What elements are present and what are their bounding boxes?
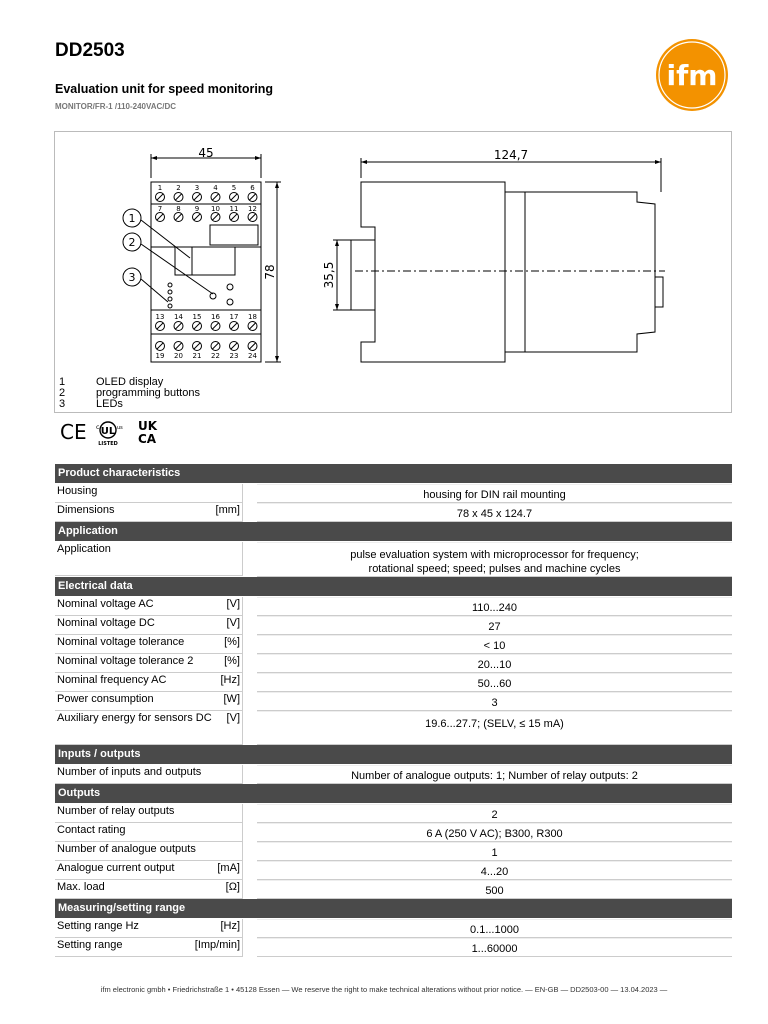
svg-text:ifm: ifm (666, 59, 718, 92)
spec-label-cell (55, 711, 243, 745)
spec-label: Nominal voltage DC (57, 617, 155, 629)
spec-unit: [V] (226, 712, 240, 724)
spec-row (55, 842, 732, 861)
spec-value-cell (257, 823, 732, 842)
spec-row (55, 484, 732, 503)
spec-unit (236, 485, 240, 502)
ukca-mark-icon (138, 419, 158, 446)
spec-value: 50...60 (477, 678, 512, 690)
spec-value-cell (257, 861, 732, 880)
legend-item (59, 399, 200, 410)
spec-value: 6 A (250 V AC); B300, R300 (426, 828, 563, 840)
spec-row (55, 880, 732, 899)
spec-row (55, 654, 732, 673)
spec-value-cell (257, 654, 732, 673)
spec-value: 3 (491, 697, 498, 709)
svg-text:c: c (96, 424, 100, 431)
callout-1: 1 (128, 212, 136, 225)
ifm-logo-icon (655, 38, 729, 112)
spec-label: Number of relay outputs (57, 805, 175, 817)
spec-value: housing for DIN rail mounting (423, 489, 566, 501)
spec-label-cell (55, 880, 243, 899)
spec-label: Dimensions (57, 504, 115, 516)
spec-label: Power consumption (57, 693, 154, 705)
spec-label-cell (55, 804, 243, 823)
spec-unit: [%] (224, 655, 240, 667)
terminal-number: 6 (250, 184, 255, 192)
section-header: Product characteristics (55, 464, 732, 483)
ul-listed-icon (96, 422, 123, 447)
spec-label-cell (55, 765, 243, 784)
ce-mark-icon: CE (60, 420, 87, 444)
terminal-number: 24 (248, 352, 257, 360)
spec-label-cell (55, 597, 243, 616)
spec-label: Max. load (57, 881, 105, 893)
product-code-title: DD2503 (55, 40, 125, 61)
spec-value-cell (257, 616, 732, 635)
spec-value-cell (257, 804, 732, 823)
terminal-number: 8 (176, 205, 181, 213)
terminal-number: 20 (174, 352, 183, 360)
spec-value-cell (257, 597, 732, 616)
spec-value-line2: rotational speed; speed; pulses and machine cycles (368, 563, 621, 575)
spec-value-cell (257, 692, 732, 711)
certification-marks (58, 417, 168, 447)
spec-unit: [mm] (215, 504, 240, 516)
spec-label: Number of inputs and outputs (57, 766, 202, 778)
terminal-number: 16 (211, 313, 220, 321)
spec-unit (236, 824, 240, 841)
dimension-drawing (54, 131, 732, 413)
page-footer: ifm electronic gmbh • Friedrichstraße 1 • 45128 Essen — We reserve the right to make technical alterations without prior notice. — EN-GB — DD2503-00 — 13.04.2023 — (100, 985, 668, 994)
terminal-number: 4 (213, 184, 218, 192)
spec-label-cell (55, 635, 243, 654)
spec-label-cell (55, 616, 243, 635)
legend-text: programming buttons (96, 387, 200, 399)
drawing-legend (59, 377, 200, 410)
section-header: Measuring/setting range (55, 899, 732, 918)
spec-value: Number of analogue outputs: 1; Number of relay outputs: 2 (351, 770, 638, 782)
spec-value: 20...10 (477, 659, 512, 671)
technical-drawing-svg (55, 132, 733, 414)
spec-label-cell (55, 919, 243, 938)
spec-row (55, 692, 732, 711)
spec-label-cell (55, 823, 243, 842)
spec-row (55, 597, 732, 616)
spec-label: Nominal voltage tolerance (57, 636, 185, 648)
spec-value-cell (257, 880, 732, 899)
legend-number: 2 (59, 387, 66, 399)
spec-value: 500 (485, 885, 504, 897)
order-code: MONITOR/FR-1 /110-240VAC/DC (55, 102, 177, 111)
spec-row (55, 503, 732, 522)
callout-3: 3 (128, 271, 136, 284)
spec-unit: [%] (224, 636, 240, 648)
spec-row (55, 804, 732, 823)
spec-row (55, 919, 732, 938)
spec-label-cell (55, 484, 243, 503)
spec-row (55, 616, 732, 635)
spec-label-cell (55, 503, 243, 522)
terminal-number: 13 (155, 313, 165, 321)
spec-unit: [Hz] (220, 920, 240, 932)
spec-label: Contact rating (57, 824, 126, 836)
spec-unit (236, 543, 240, 575)
spec-row (55, 711, 732, 745)
spec-value: 4...20 (480, 866, 509, 878)
spec-label: Housing (57, 485, 98, 497)
spec-row (55, 938, 732, 957)
legend-number: 1 (59, 376, 66, 388)
spec-row (55, 673, 732, 692)
spec-unit: [mA] (217, 862, 240, 874)
spec-value: 1 (491, 847, 498, 859)
terminal-number: 7 (157, 205, 163, 213)
dim-depth-label: 124,7 (493, 148, 529, 162)
spec-value-cell (257, 542, 732, 577)
spec-value: 2 (491, 809, 498, 821)
dim-width-label: 45 (198, 146, 214, 160)
terminal-number: 18 (248, 313, 257, 321)
spec-label: Auxiliary energy for sensors DC (57, 712, 212, 724)
spec-label: Setting range Hz (57, 920, 139, 932)
spec-unit: [V] (226, 617, 240, 629)
specification-table (55, 464, 732, 957)
callout-2: 2 (128, 236, 136, 249)
section-header: Outputs (55, 784, 732, 803)
spec-value: < 10 (483, 640, 506, 652)
spec-row (55, 861, 732, 880)
spec-value: 19.6...27.7; (SELV, ≤ 15 mA) (425, 718, 564, 730)
spec-label-cell (55, 654, 243, 673)
legend-text: OLED display (96, 376, 164, 388)
spec-value-cell (257, 919, 732, 938)
spec-label-cell (55, 938, 243, 957)
terminal-number: 23 (229, 352, 239, 360)
svg-text:UL: UL (100, 426, 116, 437)
spec-value-cell (257, 842, 732, 861)
spec-unit: [Ω] (225, 881, 240, 893)
spec-label: Nominal voltage AC (57, 598, 154, 610)
spec-label-cell (55, 542, 243, 576)
spec-unit (236, 843, 240, 860)
terminal-number: 1 (157, 184, 163, 192)
spec-row (55, 542, 732, 577)
spec-row (55, 823, 732, 842)
terminal-number: 2 (176, 184, 181, 192)
terminal-number: 22 (211, 352, 220, 360)
svg-text:LISTED: LISTED (98, 441, 118, 447)
terminal-number: 21 (192, 352, 202, 360)
spec-unit: [W] (223, 693, 240, 705)
spec-value-cell (257, 938, 732, 957)
spec-value-cell (257, 673, 732, 692)
spec-label: Number of analogue outputs (57, 843, 196, 855)
spec-label: Analogue current output (57, 862, 175, 874)
section-header: Electrical data (55, 577, 732, 596)
spec-unit: [V] (226, 598, 240, 610)
legend-text: LEDs (96, 398, 123, 410)
spec-label-cell (55, 861, 243, 880)
spec-label: Nominal frequency AC (57, 674, 167, 686)
spec-unit (236, 766, 240, 783)
svg-text:us: us (117, 425, 123, 431)
spec-label-cell (55, 692, 243, 711)
spec-label: Setting range (57, 939, 123, 951)
product-subtitle: Evaluation unit for speed monitoring (55, 82, 274, 96)
terminal-number: 12 (248, 205, 257, 213)
terminal-number: 19 (155, 352, 165, 360)
spec-row (55, 635, 732, 654)
section-header: Application (55, 522, 732, 541)
spec-value: 110...240 (471, 602, 518, 614)
terminal-number: 14 (174, 313, 183, 321)
spec-value: 27 (488, 621, 501, 633)
spec-label-cell (55, 842, 243, 861)
terminal-number: 11 (229, 205, 239, 213)
spec-value-cell (257, 484, 732, 503)
spec-value: 78 x 45 x 124.7 (456, 508, 533, 520)
svg-text:UK: UK (138, 419, 158, 433)
spec-unit: [Imp/min] (194, 939, 240, 951)
legend-number: 3 (59, 398, 66, 410)
terminal-number: 9 (194, 205, 200, 213)
spec-value-cell (257, 765, 732, 784)
section-header: Inputs / outputs (55, 745, 732, 764)
spec-value-cell (257, 503, 732, 522)
terminal-number: 10 (211, 205, 220, 213)
terminal-number: 15 (192, 313, 202, 321)
terminal-number: 5 (231, 184, 237, 192)
spec-row (55, 765, 732, 784)
spec-unit (236, 805, 240, 822)
svg-text:CA: CA (138, 432, 157, 446)
spec-value-cell (257, 635, 732, 654)
legend-item (59, 388, 200, 399)
spec-label: Application (57, 543, 111, 555)
spec-label-cell (55, 673, 243, 692)
spec-value: 1...60000 (471, 943, 518, 955)
spec-value: 0.1...1000 (470, 924, 519, 936)
spec-label: Nominal voltage tolerance 2 (57, 655, 194, 667)
dim-height-label: 78 (263, 264, 277, 280)
terminal-number: 17 (229, 313, 239, 321)
spec-value: pulse evaluation system with microprocessor for frequency; (350, 549, 639, 561)
spec-value-cell (257, 711, 732, 745)
terminal-number: 3 (194, 184, 200, 192)
dim-rail-label: 35,5 (322, 261, 336, 289)
spec-unit: [Hz] (220, 674, 240, 686)
